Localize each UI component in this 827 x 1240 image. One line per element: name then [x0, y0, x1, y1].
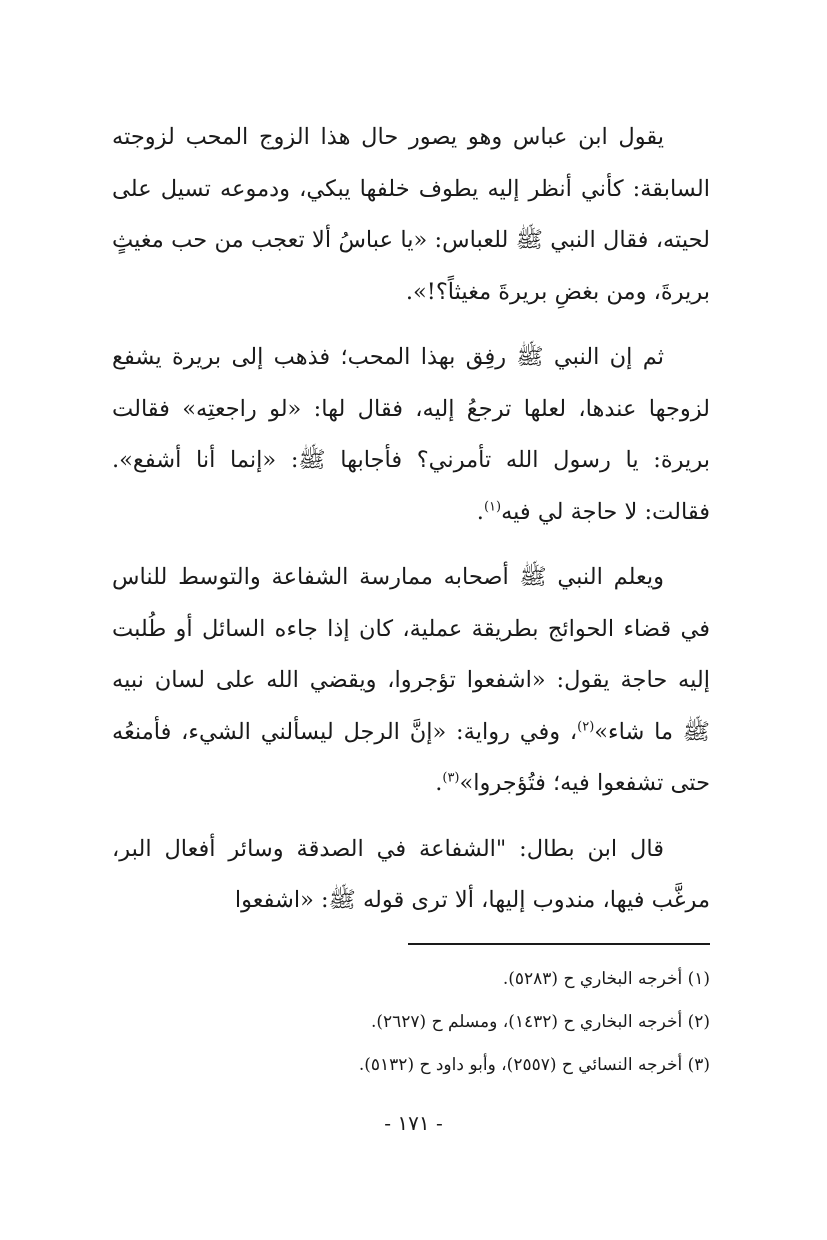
footnotes — [112, 958, 710, 1087]
paragraph-4 — [112, 824, 710, 927]
footnote-ref-2[interactable]: (٢) — [577, 719, 595, 734]
paragraph-1-text: يقول ابن عباس وهو يصور حال هذا الزوج المحب لزوجته السابقة: كأني أنظر إليه يطوف خلفها يبكي، ودموعه تسيل على لحيته، فقال النبي ﷺ للعباس: «يا عباسُ ألا تعجب من حب مغيثٍ بريرةَ، ومن بغضِ بريرةَ مغيثاً؟!». — [112, 124, 710, 305]
footnote-2: (٢) أخرجه البخاري ح (١٤٣٢)، ومسلم ح (٢٦٢٧). — [370, 1012, 710, 1032]
footnote-3: (٣) أخرجه النسائي ح (٢٥٥٧)، وأبو داود ح (٥١٣٢). — [358, 1055, 710, 1075]
paragraph-3-end: . — [435, 770, 443, 796]
footnote-1: (١) أخرجه البخاري ح (٥٢٨٣). — [502, 969, 710, 989]
paragraph-2-text: ثم إن النبي ﷺ رفِق بهذا المحب؛ فذهب إلى بريرة يشفع لزوجها عندها، لعلها ترجعُ إليه، فقال لها: «لو راجعتِه» فقالت بريرة: يا رسول الله تأمرني؟ فأجابها ﷺ: «إنما أنا أشفع». فقالت: لا حاجة لي فيه — [112, 344, 710, 525]
paragraph-2-end: . — [476, 498, 484, 525]
page-number: - ١٧١ - — [384, 1111, 443, 1135]
paragraph-3 — [112, 552, 710, 810]
paragraph-2 — [112, 332, 710, 538]
paragraph-3-text-a: ويعلم النبي ﷺ أصحابه ممارسة الشفاعة والتوسط للناس في قضاء الحوائج بطريقة عملية، كان إذا جاءه السائل أو طُلبت إليه حاجة يقول: «اشفعوا تؤجروا، ويقضي الله على لسان نبيه ﷺ ما شاء» — [112, 564, 710, 745]
paragraph-1 — [112, 112, 710, 318]
paragraph-3-text-b: ، وفي رواية: «إنَّ الرجل ليسألني الشيء، فأمنعُه حتى تشفعوا فيه؛ فتُؤجروا» — [112, 718, 710, 796]
footnote-ref-3[interactable]: (٣) — [442, 770, 460, 786]
paragraph-4-text: قال ابن بطال: "الشفاعة في الصدقة وسائر أفعال البر، مرغَّب فيها، مندوب إليها، ألا ترى قوله ﷺ: «اشفعوا — [112, 835, 710, 913]
main-text — [112, 112, 710, 927]
footnote-divider — [408, 943, 710, 945]
footnote-ref-1[interactable]: (١) — [483, 499, 502, 514]
